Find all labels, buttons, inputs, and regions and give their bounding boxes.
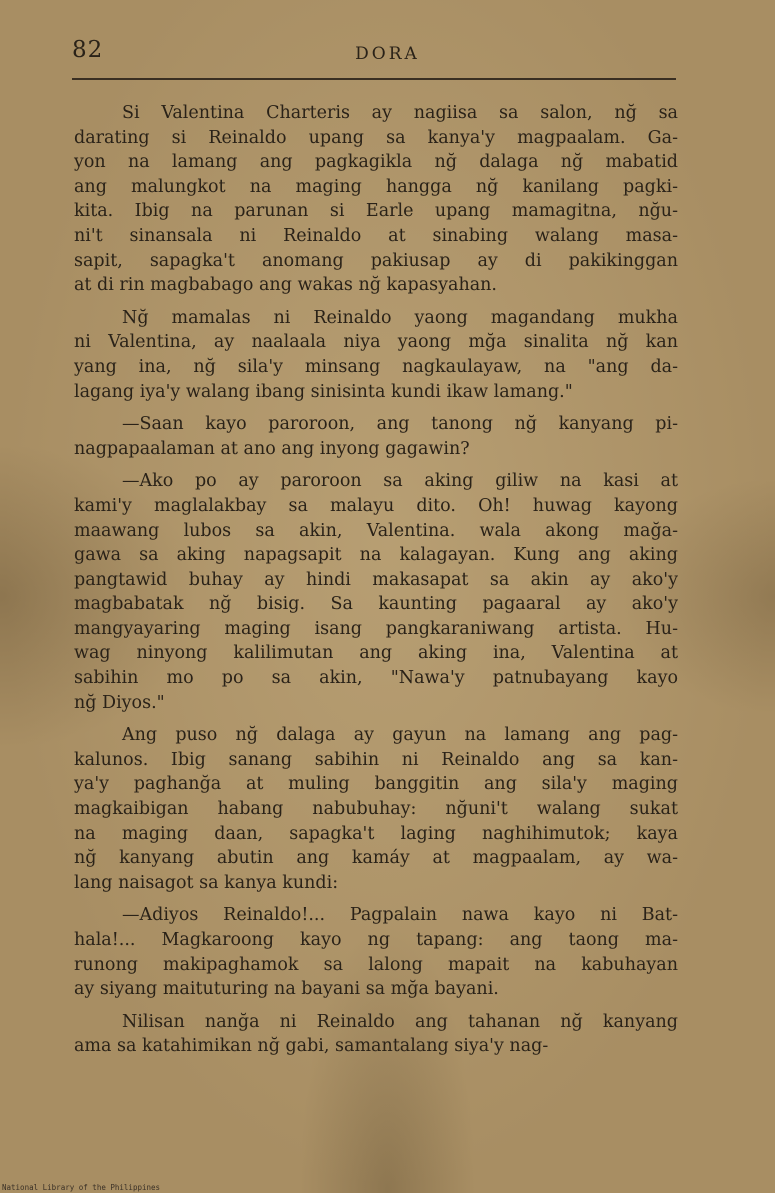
text-line: ang malungkot na maging hangga nğ kanilang pagki-	[74, 176, 678, 197]
paragraph	[74, 101, 678, 298]
paragraph	[74, 412, 678, 461]
text-line: nagpapaalaman at ano ang inyong gagawin?	[74, 438, 470, 459]
text-line: sapit, sapagka't anomang pakiusap ay di pakikinggan	[74, 250, 678, 271]
text-line: kalunos. Ibig sanang sabihin ni Reinaldo ang sa kan-	[74, 749, 678, 770]
text-line: mangyayaring maging isang pangkaraniwang artista. Hu-	[74, 618, 678, 639]
text-line: kita. Ibig na parunan si Earle upang mamagitna, nğu-	[74, 201, 678, 222]
text-line: ni't sinansala ni Reinaldo at sinabing walang masa-	[74, 225, 678, 246]
text-line: ya'y paghanğa at muling banggitin ang sila'y maging	[74, 774, 678, 795]
text-line: Nğ mamalas ni Reinaldo yaong magandang mukha	[122, 307, 678, 328]
library-credit: National Library of the Philippines	[2, 1183, 161, 1192]
paragraph	[74, 469, 678, 715]
text-line: at di rin magbabago ang wakas nğ kapasyahan.	[74, 275, 497, 296]
text-line: nğ kanyang abutin ang kamáy at magpaalam, ay wa-	[74, 848, 678, 869]
text-line: runong makipaghamok sa lalong mapait na kabuhayan	[74, 954, 678, 975]
text-line: magbabatak nğ bisig. Sa kaunting pagaaral ay ako'y	[74, 594, 678, 615]
paragraph-gap	[74, 461, 678, 469]
paragraph	[74, 723, 678, 895]
text-line: kami'y maglalakbay sa malayu dito. Oh! huwag kayong	[74, 495, 678, 516]
text-line: darating si Reinaldo upang sa kanya'y magpaalam. Ga-	[74, 127, 678, 148]
text-line: ama sa katahimikan nğ gabi, samantalang siya'y nag-	[74, 1036, 549, 1057]
text-line: hala!... Magkaroong kayo ng tapang: ang taong ma-	[74, 930, 678, 950]
header-rule	[72, 78, 676, 80]
text-line: Ang puso nğ dalaga ay gayun na lamang ang pag-	[122, 725, 678, 746]
text-line: yang ina, nğ sila'y minsang nagkaulayaw, na "ang da-	[74, 356, 678, 377]
text-line: wag ninyong kalilimutan ang aking ina, Valentina at	[74, 643, 678, 664]
text-line: Nilisan nanğa ni Reinaldo ang tahanan nğ kanyang	[122, 1011, 678, 1032]
body-text	[74, 101, 678, 1059]
paragraph-gap	[74, 895, 678, 903]
text-line: na maging daan, sapagka't laging naghihimutok; kaya	[74, 823, 678, 844]
paragraph-gap	[74, 715, 678, 723]
paragraph	[74, 306, 678, 404]
text-line: ni Valentina, ay naalaala niya yaong mğa sinalita nğ kan	[74, 332, 678, 353]
text-line: lagang iya'y walang ibang sinisinta kundi ikaw lamang."	[74, 381, 573, 402]
text-line: —Ako po ay paroroon sa aking giliw na kasi at	[122, 471, 678, 492]
running-title: DORA	[355, 44, 420, 64]
paragraph	[74, 1010, 678, 1059]
paragraph-gap	[74, 1002, 678, 1010]
text-line: Si Valentina Charteris ay nagiisa sa salon, nğ sa	[122, 103, 678, 123]
text-line: —Saan kayo paroroon, ang tanong nğ kanyang pi-	[122, 414, 678, 435]
text-line: ay siyang maituturing na bayani sa mğa bayani.	[74, 979, 499, 1000]
text-line: yon na lamang ang pagkagikla nğ dalaga nğ mabatid	[74, 152, 678, 173]
text-line: lang naisagot sa kanya kundi:	[74, 872, 339, 893]
text-line: pangtawid buhay ay hindi makasapat sa akin ay ako'y	[74, 569, 678, 590]
text-line: sabihin mo po sa akin, "Nawa'y patnubayang kayo	[74, 668, 678, 689]
text-line: nğ Diyos."	[74, 692, 165, 713]
text-line: magkaibigan habang nabubuhay: nğuni't walang sukat	[74, 799, 678, 820]
text-line: —Adiyos Reinaldo!... Pagpalain nawa kayo ni Bat-	[122, 905, 678, 926]
paragraph-gap	[74, 404, 678, 412]
text-line: maawang lubos sa akin, Valentina. wala akong mağa-	[74, 520, 678, 541]
text-line: gawa sa aking napagsapit na kalagayan. Kung ang aking	[74, 545, 678, 566]
paragraph	[74, 903, 678, 1001]
paragraph-gap	[74, 298, 678, 306]
page-number: 82	[72, 37, 104, 63]
